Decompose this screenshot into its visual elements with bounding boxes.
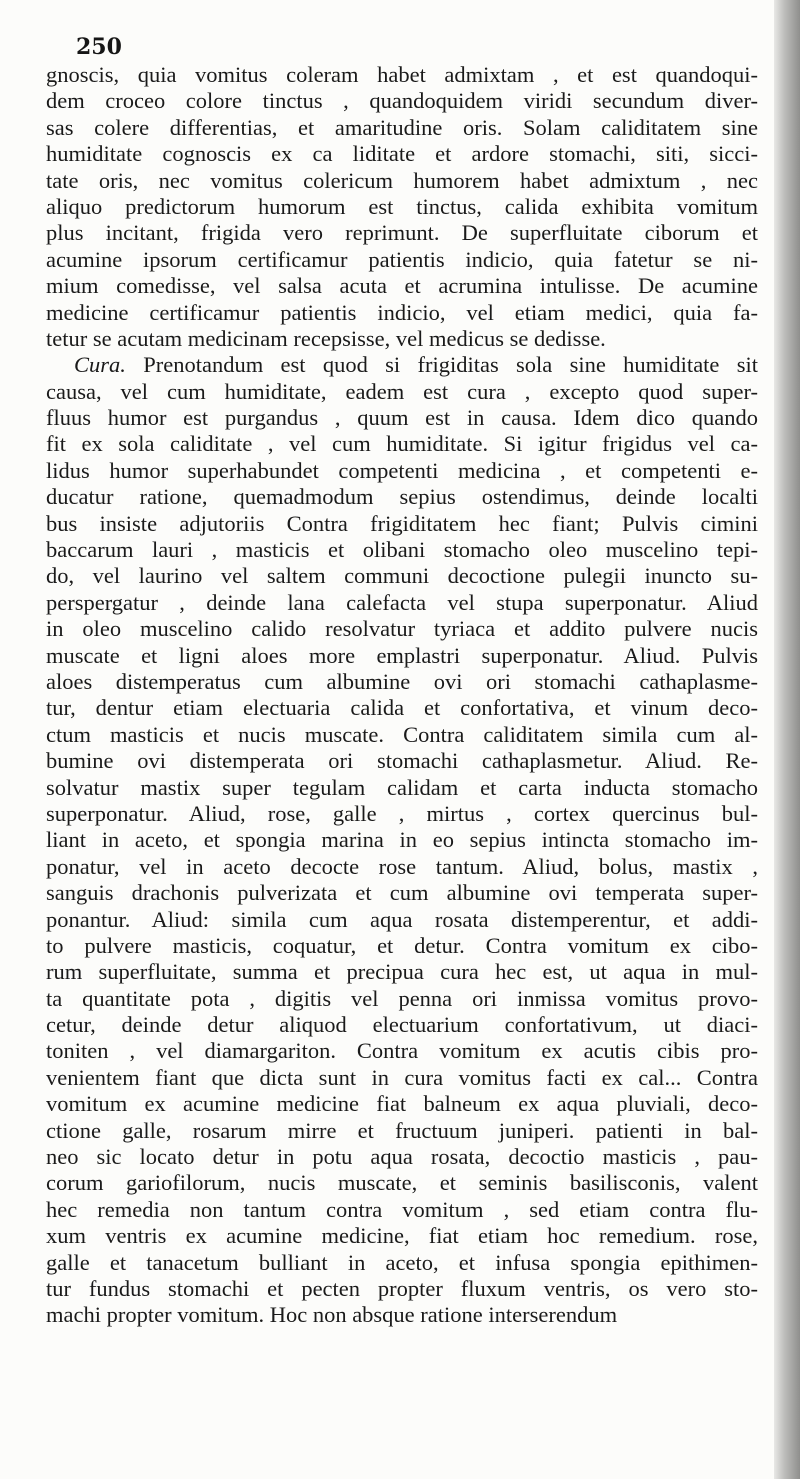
text-line	[46, 1223, 758, 1249]
text-line-content: tur, dentur etiam electuaria calida et confortativa, et vinum deco-	[46, 695, 758, 721]
text-line	[46, 801, 758, 827]
text-line-content: baccarum lauri , masticis et olibani stomacho oleo muscelino tepi-	[46, 537, 758, 563]
text-line-content: acumine ipsorum certificamur patientis indicio, quia fatetur se ni-	[46, 246, 758, 272]
text-line-content: aliquo predictorum humorum est tinctus, calida exhibita vomitum	[46, 193, 758, 219]
text-line-content: in oleo muscelino calido resolvatur tyriaca et addito pulvere nucis	[46, 616, 758, 642]
text-line	[46, 669, 758, 695]
text-line	[46, 88, 758, 114]
text-line-content: corum gariofilorum, nucis muscate, et seminis basilisconis, valent	[46, 1170, 758, 1196]
text-line-content: hec remedia non tantum contra vomitum , sed etiam contra flu-	[46, 1196, 758, 1222]
text-line-content: bumine ovi distemperata ori stomachi cathaplasmetur. Aliud. Re-	[46, 748, 758, 774]
text-line	[46, 1065, 758, 1091]
paragraph-heading: Cura.	[74, 352, 126, 378]
text-line	[46, 194, 758, 220]
text-line-content: ducatur ratione, quemadmodum sepius ostendimus, deinde localti	[46, 484, 758, 510]
text-line-content: fit ex sola caliditate , vel cum humiditate. Si igitur frigidus vel ca-	[46, 431, 758, 457]
text-line-content: causa, vel cum humiditate, eadem est cura , excepto quod super-	[46, 378, 758, 404]
text-line	[46, 1276, 758, 1302]
text-line	[46, 1144, 758, 1170]
text-line	[46, 1197, 758, 1223]
text-line-content: medicine certificamur patientis indicio, vel etiam medici, quia fa-	[46, 299, 758, 325]
text-line-content: sanguis drachonis pulverizata et cum albumine ovi temperata super-	[46, 880, 758, 906]
text-line	[46, 933, 758, 959]
body-text	[46, 62, 758, 1329]
text-line-content: superponatur. Aliud, rose, galle , mirtus , cortex quercinus bul-	[46, 800, 758, 826]
text-line	[46, 1091, 758, 1117]
text-line	[46, 220, 758, 246]
text-line	[46, 880, 758, 906]
text-line-content: tur fundus stomachi et pecten propter fluxum ventris, os vero sto-	[46, 1275, 758, 1301]
text-line-content: xum ventris ex acumine medicine, fiat etiam hoc remedium. rose,	[46, 1223, 758, 1249]
text-line-content: perspergatur , deinde lana calefacta vel stupa superponatur. Aliud	[46, 589, 758, 615]
text-line	[46, 300, 758, 326]
page-number: 250	[76, 34, 122, 60]
text-line-content: do, vel laurino vel saltem communi decoctione pulegii inuncto su-	[46, 563, 758, 589]
text-line-content: ponatur, vel in aceto decocte rose tantum. Aliud, bolus, mastix ,	[46, 853, 758, 879]
text-line-content: gnoscis, quia vomitus coleram habet admixtam , et est quandoqui-	[46, 62, 758, 87]
text-line-content: Prenotandum est quod si frigiditas sola sine humiditate sit	[143, 352, 758, 378]
text-line	[46, 537, 758, 563]
text-line	[46, 115, 758, 141]
text-line	[46, 405, 758, 431]
text-line-content: toniten , vel diamargariton. Contra vomitum ex acutis cibis pro-	[46, 1038, 758, 1064]
text-line	[46, 1118, 758, 1144]
text-line-content: ta quantitate pota , digitis vel penna ori inmissa vomitus provo-	[46, 985, 758, 1011]
text-line	[46, 1302, 758, 1328]
text-line	[46, 775, 758, 801]
text-line-content: bus insiste adjutoriis Contra frigiditatem hec fiant; Pulvis cimini	[46, 510, 758, 536]
text-line	[46, 590, 758, 616]
text-line-content: venientem fiant que dicta sunt in cura vomitus facti ex cal... Contra	[46, 1064, 758, 1090]
text-line	[46, 379, 758, 405]
text-line	[46, 1250, 758, 1276]
text-line-content: mium comedisse, vel salsa acuta et acrumina intulisse. De acumine	[46, 273, 758, 299]
text-line	[46, 352, 758, 378]
text-line-content: machi propter vomitum. Hoc non absque ratione interserendum	[46, 1302, 618, 1328]
text-line	[46, 273, 758, 299]
text-line-content: tate oris, nec vomitus colericum humorem habet admixtum , nec	[46, 167, 758, 193]
text-line	[46, 643, 758, 669]
text-line	[46, 722, 758, 748]
text-line	[46, 1012, 758, 1038]
text-line-content: galle et tanacetum bulliant in aceto, et infusa spongia epithimen-	[46, 1249, 758, 1275]
text-line	[46, 484, 758, 510]
text-line	[46, 168, 758, 194]
text-line-content: ctione galle, rosarum mirre et fructuum juniperi. patienti in bal-	[46, 1117, 758, 1143]
text-line-content: lidus humor superhabundet competenti medicina , et competenti e-	[46, 457, 758, 483]
text-line	[46, 616, 758, 642]
text-line-content: ponantur. Aliud: simila cum aqua rosata distemperentur, et addi-	[46, 906, 758, 932]
text-line	[46, 827, 758, 853]
text-line	[46, 62, 758, 88]
text-line-content: to pulvere masticis, coquatur, et detur. Contra vomitum ex cibo-	[46, 932, 758, 958]
text-line	[46, 563, 758, 589]
text-line	[46, 959, 758, 985]
text-line-content: aloes distemperatus cum albumine ovi ori stomachi cathaplasme-	[46, 668, 758, 694]
text-line-content: vomitum ex acumine medicine fiat balneum ex aqua pluviali, deco-	[46, 1091, 758, 1117]
text-line	[46, 1170, 758, 1196]
text-line	[46, 1038, 758, 1064]
text-line-content: muscate et ligni aloes more emplastri superponatur. Aliud. Pulvis	[46, 642, 758, 668]
text-line	[46, 247, 758, 273]
text-line-content: neo sic locato detur in potu aqua rosata, decoctio masticis , pau-	[46, 1144, 758, 1170]
text-line	[46, 458, 758, 484]
text-line-content: humiditate cognoscis ex ca liditate et ardore stomachi, siti, sicci-	[46, 141, 758, 167]
text-line-content: rum superfluitate, summa et precipua cura hec est, ut aqua in mul-	[46, 959, 758, 985]
text-line	[46, 511, 758, 537]
text-line-content: tetur se acutam medicinam recepsisse, vel medicus se dedisse.	[46, 325, 606, 351]
text-line-content: fluus humor est purgandus , quum est in causa. Idem dico quando	[46, 405, 758, 431]
text-line	[46, 326, 758, 352]
text-line-content: plus incitant, frigida vero reprimunt. De superfluitate ciborum et	[46, 220, 758, 246]
text-line	[46, 748, 758, 774]
text-line-content: ctum masticis et nucis muscate. Contra caliditatem simila cum al-	[46, 721, 758, 747]
text-line	[46, 431, 758, 457]
text-line-content: cetur, deinde detur aliquod electuarium confortativum, ut diaci-	[46, 1012, 758, 1038]
text-line-content: dem croceo colore tinctus , quandoquidem viridi secundum diver-	[46, 88, 758, 114]
text-line-content: solvatur mastix super tegulam calidam et carta inducta stomacho	[46, 774, 758, 800]
text-line	[46, 907, 758, 933]
text-line	[46, 141, 758, 167]
text-line-content: sas colere differentias, et amaritudine oris. Solam caliditatem sine	[46, 114, 758, 140]
text-line-content: liant in aceto, et spongia marina in eo sepius intincta stomacho im-	[46, 827, 758, 853]
text-line	[46, 854, 758, 880]
text-line	[46, 695, 758, 721]
text-line	[46, 986, 758, 1012]
page-gutter-shadow	[774, 0, 800, 1479]
